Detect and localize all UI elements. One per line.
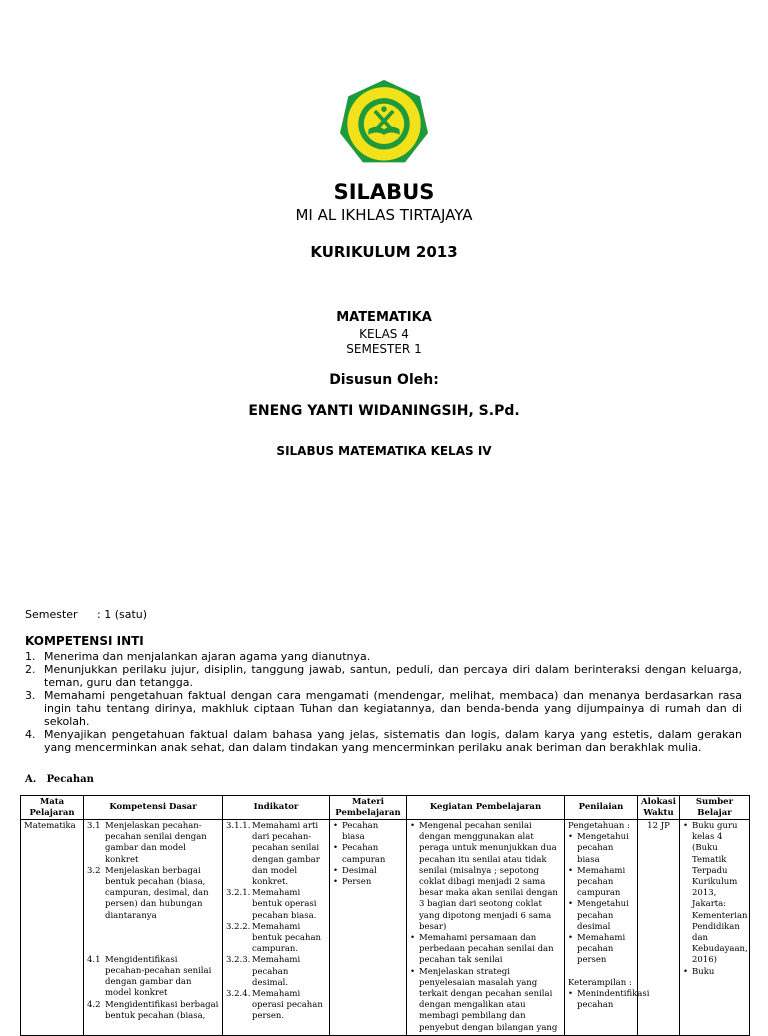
list-item-text: Memahami pengetahuan faktual dengan cara mengamati (mendengar, melihat, membaca) dan menanya berdasarkan rasa ingin tahu tentang dirinya, makhluk ciptaan Tuhan dan kegiatannya, dan benda-benda yang dijumpainya di rumah dan di sekolah.: [44, 689, 742, 728]
semester-label: SEMESTER 1: [346, 342, 422, 356]
kd-text: Menjelaskan pecahan-pecahan senilai dengan gambar dan model konkret: [105, 821, 207, 865]
penilaian-keterampilan-list: [568, 988, 650, 1011]
kompetensi-inti-title: KOMPETENSI INTI: [25, 634, 144, 648]
list-item: • Memahami persamaan dan perbedaan pecahan senilai dan pecahan tak senilai: [410, 933, 561, 967]
subject-name: MATEMATIKA: [336, 310, 432, 325]
list-item: • Mengetahui pecahan biasa: [568, 832, 634, 866]
list-item: • Menindentifikasi pecahan: [568, 989, 634, 1011]
list-item-number: 4.: [25, 728, 36, 741]
penilaian-keterampilan-label: Keterampilan :: [568, 977, 632, 988]
list-item: [25, 663, 742, 689]
cell-sumber: [680, 820, 750, 1036]
sumber-list: [683, 821, 746, 978]
section-title: A. Pecahan: [25, 774, 94, 785]
kd-item: [87, 866, 219, 922]
list-item: [25, 650, 742, 663]
list-item: • Persen: [333, 877, 403, 888]
list-item: • Memahami pecahan persen: [568, 933, 634, 967]
list-item-text: Menyajikan pengetahuan faktual dalam bahasa yang jelas, sistematis dan logis, dalam karya yang estetis, dalam gerakan yang mencerminkan anak sehat, dan dalam tindakan yang mencerminkan perilaku anak beriman dan berakhlak mulia.: [44, 728, 742, 754]
indikator-text: Memahami pecahan desimal.: [252, 955, 301, 988]
indikator-number: 3.2.3.: [226, 955, 251, 966]
indikator-number: 3.2.4.: [226, 989, 251, 1000]
curriculum: KURIKULUM 2013: [310, 243, 458, 261]
column-header: Alokasi Waktu: [638, 796, 680, 820]
cell-materi: [330, 820, 407, 1036]
cell-indikator: [223, 820, 330, 1036]
logo-star-icon: [381, 106, 387, 112]
list-item: • Menjelaskan strategi penyelesaian masalah yang terkait dengan pecahan senilai dengan mengalikan atau membagi pembilang dan penyebut dengan bilangan yang: [410, 967, 561, 1034]
list-item: • Buku: [683, 967, 746, 978]
column-header: Kompetensi Dasar: [84, 796, 223, 820]
kd-number: 4.1: [87, 954, 101, 965]
indikator-text: Memahami bentuk operasi pecahan biasa.: [252, 888, 317, 921]
list-item-text: Menerima dan menjalankan ajaran agama yang dianutnya.: [44, 650, 371, 663]
author-name: ENENG YANTI WIDANINGSIH, S.Pd.: [248, 403, 520, 419]
indikator-item: [226, 955, 326, 989]
semester-info-label: Semester: [25, 608, 78, 621]
indikator-item: [226, 888, 326, 922]
column-header: Kegiatan Pembelajaran: [407, 796, 565, 820]
indikator-number: 3.2.2.: [226, 921, 251, 932]
list-item: • Mengetahui pecahan desimal: [568, 899, 634, 933]
column-header: Sumber Belajar: [680, 796, 750, 820]
kompetensi-inti-list: [25, 650, 742, 754]
list-item-number: 1.: [25, 650, 36, 663]
kd-number: 3.1: [87, 821, 101, 831]
penilaian-pengetahuan-list: [568, 832, 634, 966]
list-item: • Desimal: [333, 866, 403, 877]
list-item: • Buku guru kelas 4 (Buku Tematik Terpadu Kurikulum 2013, Jakarta: Kementerian Pendidikan dan Kebudayaan, 2016): [683, 821, 746, 967]
list-item: • Pecahan biasa: [333, 821, 403, 843]
list-item: [25, 728, 742, 754]
list-item-number: 3.: [25, 689, 36, 702]
indikator-number: 3.2.1.: [226, 888, 251, 899]
list-item: • Mengenal pecahan senilai dengan menggunakan alat peraga untuk menunjukkan dua pecahan itu senilai atau tidak senilai (misalnya ; sepotong coklat dibagi menjadi 2 sama besar maka akan senilai dengan 3 bagian dari seotong coklat yang dipotong menjadi 6 sama besar): [410, 821, 561, 933]
indikator-item: [226, 922, 326, 956]
compiled-by-label: Disusun Oleh:: [329, 372, 439, 388]
cell-kompetensi-dasar: [84, 820, 223, 1036]
kd-text: Menjelaskan berbagai bentuk pecahan (biasa, campuran, desimal, dan persen) dan hubungan diantaranya: [105, 865, 209, 921]
indikator-number: 3.1.1.: [226, 821, 251, 831]
table-row: [21, 820, 750, 1036]
kd-number: 4.2: [87, 999, 101, 1010]
document-title: SILABUS MATEMATIKA KELAS IV: [276, 444, 492, 458]
class-label: KELAS 4: [359, 327, 409, 341]
semester-info: [25, 608, 147, 621]
cell-mata-pelajaran: Matematika: [21, 820, 84, 1036]
kd-item: [87, 821, 219, 866]
list-item: [25, 689, 742, 728]
table-header-row: [21, 796, 750, 820]
kegiatan-list: [410, 821, 561, 1034]
indikator-text: Memahami operasi pecahan persen.: [252, 989, 323, 1022]
kd-item: [87, 955, 219, 1000]
indikator-item: [226, 821, 326, 888]
list-item: • Pecahan campuran: [333, 843, 403, 865]
syllabus-table: [20, 795, 750, 1036]
penilaian-pengetahuan-label: Pengetahuan :: [568, 821, 630, 831]
list-item-number: 2.: [25, 663, 36, 676]
cell-kegiatan: [407, 820, 565, 1036]
list-item: • Memahami pecahan campuran: [568, 866, 634, 900]
indikator-text: Memahami arti dari pecahan-pecahan senilai dengan gambar dan model konkret.: [252, 821, 320, 888]
column-header: Materi Pembelajaran: [330, 796, 407, 820]
list-item-text: Menunjukkan perilaku jujur, disiplin, tanggung jawab, santun, peduli, dan percaya diri dalam berinteraksi dengan keluarga, teman, guru dan tetangga.: [44, 663, 742, 689]
cell-penilaian: [565, 820, 650, 1036]
column-header: Mata Pelajaran: [21, 796, 84, 820]
indikator-text: Memahami bentuk pecahan campuran.: [252, 921, 322, 955]
column-header: Indikator: [223, 796, 330, 820]
semester-info-value: : 1 (satu): [97, 608, 148, 621]
cell-alokasi: 12 JP: [638, 820, 680, 1036]
kd-text: Mengidentifikasi pecahan-pecahan senilai dengan gambar dan model konkret: [105, 954, 212, 999]
page-title: SILABUS: [333, 180, 435, 204]
materi-list: [333, 821, 403, 888]
indikator-item: [226, 989, 326, 1023]
kd-number: 3.2: [87, 865, 101, 876]
school-name: MI AL IKHLAS TIRTAJAYA: [295, 206, 473, 224]
kd-item: [87, 1000, 219, 1022]
column-header: Penilaian: [565, 796, 638, 820]
kd-text: Mengidentifikasi berbagai bentuk pecahan (biasa,: [105, 999, 219, 1021]
school-logo: [338, 78, 430, 166]
